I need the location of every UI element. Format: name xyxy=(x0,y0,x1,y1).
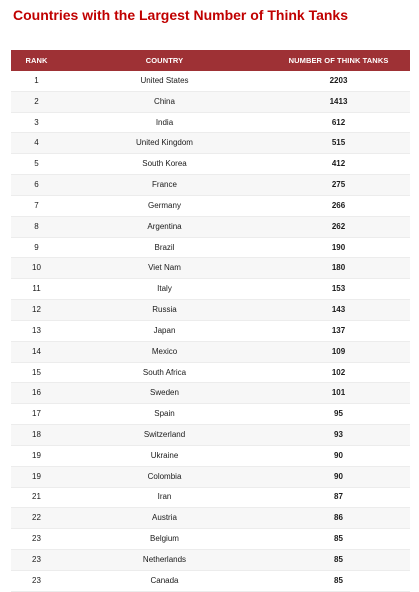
cell-country: Canada xyxy=(62,570,267,591)
cell-count: 143 xyxy=(267,300,410,321)
table-row xyxy=(11,133,410,154)
cell-count: 85 xyxy=(267,529,410,550)
table-row xyxy=(11,320,410,341)
cell-count: 102 xyxy=(267,362,410,383)
cell-country: India xyxy=(62,112,267,133)
cell-rank: 11 xyxy=(11,279,62,300)
table-row xyxy=(11,508,410,529)
cell-country: Switzerland xyxy=(62,425,267,446)
cell-country: Brazil xyxy=(62,237,267,258)
cell-rank: 7 xyxy=(11,195,62,216)
cell-count: 137 xyxy=(267,320,410,341)
cell-rank: 10 xyxy=(11,258,62,279)
cell-country: Argentina xyxy=(62,216,267,237)
cell-rank: 13 xyxy=(11,320,62,341)
table-row xyxy=(11,425,410,446)
table-row xyxy=(11,195,410,216)
table-row xyxy=(11,570,410,591)
cell-country: Netherlands xyxy=(62,550,267,571)
header-row xyxy=(11,50,410,71)
table-row xyxy=(11,550,410,571)
cell-country: Russia xyxy=(62,300,267,321)
cell-count: 90 xyxy=(267,466,410,487)
cell-rank: 12 xyxy=(11,300,62,321)
cell-country: South Korea xyxy=(62,154,267,175)
cell-country: United Kingdom xyxy=(62,133,267,154)
cell-count: 85 xyxy=(267,570,410,591)
cell-count: 86 xyxy=(267,508,410,529)
cell-country: Ukraine xyxy=(62,445,267,466)
cell-rank: 23 xyxy=(11,550,62,571)
cell-count: 153 xyxy=(267,279,410,300)
cell-rank: 21 xyxy=(11,487,62,508)
cell-rank: 4 xyxy=(11,133,62,154)
cell-rank: 3 xyxy=(11,112,62,133)
table-row xyxy=(11,112,410,133)
cell-count: 90 xyxy=(267,445,410,466)
cell-country: Austria xyxy=(62,508,267,529)
think-tanks-table xyxy=(11,50,410,592)
table-body xyxy=(11,71,410,591)
cell-count: 190 xyxy=(267,237,410,258)
cell-rank: 19 xyxy=(11,466,62,487)
table-row xyxy=(11,487,410,508)
page-title: Countries with the Largest Number of Think Tanks xyxy=(13,7,348,23)
cell-count: 412 xyxy=(267,154,410,175)
cell-count: 2203 xyxy=(267,71,410,91)
cell-country: Spain xyxy=(62,404,267,425)
header-country: COUNTRY xyxy=(62,50,267,71)
table-row xyxy=(11,154,410,175)
cell-count: 93 xyxy=(267,425,410,446)
cell-rank: 15 xyxy=(11,362,62,383)
cell-rank: 1 xyxy=(11,71,62,91)
table-row xyxy=(11,404,410,425)
cell-count: 87 xyxy=(267,487,410,508)
table-row xyxy=(11,216,410,237)
table-row xyxy=(11,529,410,550)
cell-count: 109 xyxy=(267,341,410,362)
cell-count: 1413 xyxy=(267,91,410,112)
cell-country: Belgium xyxy=(62,529,267,550)
cell-count: 180 xyxy=(267,258,410,279)
table-row xyxy=(11,175,410,196)
cell-rank: 2 xyxy=(11,91,62,112)
table-row xyxy=(11,466,410,487)
table-row xyxy=(11,362,410,383)
cell-rank: 16 xyxy=(11,383,62,404)
cell-country: Colombia xyxy=(62,466,267,487)
cell-rank: 9 xyxy=(11,237,62,258)
cell-count: 85 xyxy=(267,550,410,571)
cell-country: Mexico xyxy=(62,341,267,362)
cell-count: 101 xyxy=(267,383,410,404)
cell-country: South Africa xyxy=(62,362,267,383)
cell-count: 262 xyxy=(267,216,410,237)
cell-country: China xyxy=(62,91,267,112)
cell-country: United States xyxy=(62,71,267,91)
cell-country: Iran xyxy=(62,487,267,508)
cell-rank: 17 xyxy=(11,404,62,425)
header-rank: RANK xyxy=(11,50,62,71)
cell-count: 612 xyxy=(267,112,410,133)
cell-rank: 18 xyxy=(11,425,62,446)
table-row xyxy=(11,341,410,362)
table-row xyxy=(11,279,410,300)
cell-rank: 19 xyxy=(11,445,62,466)
table-row xyxy=(11,258,410,279)
header-count: NUMBER OF THINK TANKS xyxy=(267,50,410,71)
table-row xyxy=(11,445,410,466)
cell-count: 515 xyxy=(267,133,410,154)
cell-count: 95 xyxy=(267,404,410,425)
cell-rank: 23 xyxy=(11,570,62,591)
table-row xyxy=(11,237,410,258)
cell-rank: 22 xyxy=(11,508,62,529)
cell-rank: 6 xyxy=(11,175,62,196)
cell-country: Germany xyxy=(62,195,267,216)
cell-rank: 23 xyxy=(11,529,62,550)
table-row xyxy=(11,300,410,321)
table-row xyxy=(11,71,410,91)
table-row xyxy=(11,383,410,404)
cell-rank: 8 xyxy=(11,216,62,237)
cell-count: 275 xyxy=(267,175,410,196)
cell-rank: 14 xyxy=(11,341,62,362)
cell-rank: 5 xyxy=(11,154,62,175)
cell-country: Viet Nam xyxy=(62,258,267,279)
cell-count: 266 xyxy=(267,195,410,216)
cell-country: Italy xyxy=(62,279,267,300)
cell-country: France xyxy=(62,175,267,196)
table-row xyxy=(11,91,410,112)
cell-country: Japan xyxy=(62,320,267,341)
table-header xyxy=(11,50,410,71)
cell-country: Sweden xyxy=(62,383,267,404)
